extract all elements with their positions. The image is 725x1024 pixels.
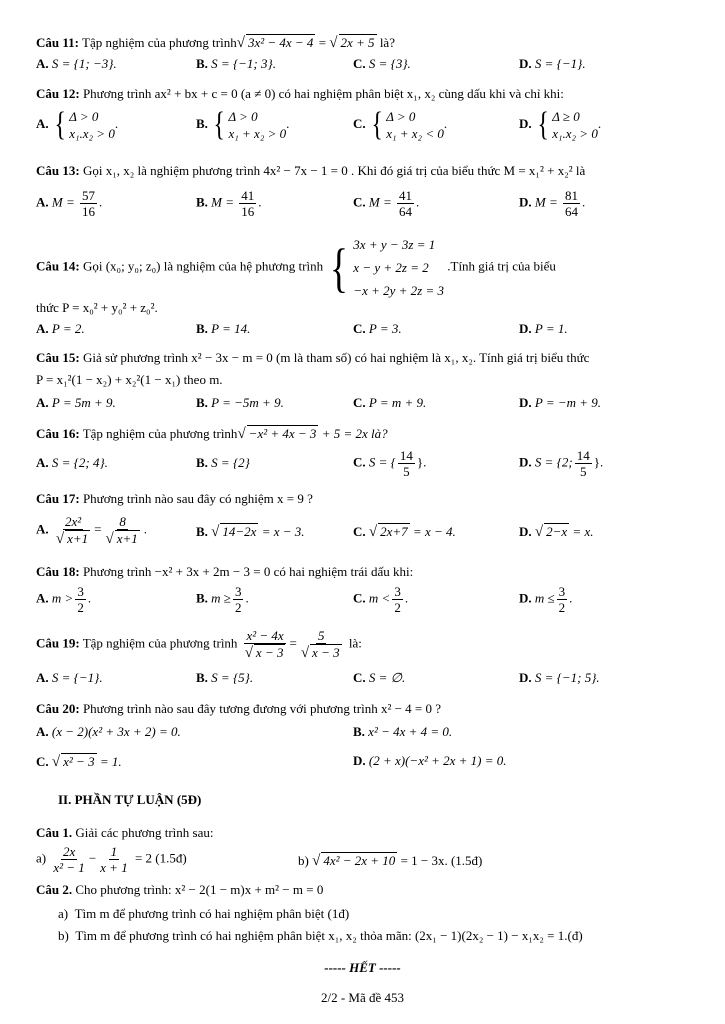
essay-1: Câu 1. Giải các phương trình sau: <box>36 825 214 840</box>
q12-option-b: B. { Δ > 0 x₁ + x₂ > 0 . <box>196 106 290 143</box>
q16-option-a: A. S = {2; 4}. <box>36 455 108 470</box>
question-11: Câu 11: Tập nghiệm của phương trình√ 3x² − 4x − 4 = √ 2x + 5 là? <box>36 35 395 51</box>
question-18: Câu 18: Phương trình −x² + 3x + 2m − 3 = 0 có hai nghiệm trái dấu khi: <box>36 564 414 579</box>
q13-option-a: A. M = $\frac{57}{16}$ . <box>36 188 103 219</box>
q13-option-b: B. M = $\frac{41}{16}$ . <box>196 188 262 219</box>
essay-1b: b) √ 4x² − 2x + 10 = 1 − 3x. (1.5đ) <box>298 853 483 869</box>
question-13: Câu 13: Gọi x₁, x₂ là nghiệm phương trình 4x² − 7x − 1 = 0 . Khi đó giá trị của biểu thức M = x₁² + x₂² là <box>36 163 586 178</box>
q14-option-d: D. P = 1. <box>519 321 568 336</box>
q20-option-d: D. (2 + x)(−x² + 2x + 1) = 0. <box>353 753 507 768</box>
q11-option-d: D. S = {−1}. <box>519 56 586 71</box>
q13-option-c: C. M = $\frac{41}{64}$ . <box>353 188 420 219</box>
question-12: Câu 12: Phương trình ax² + bx + c = 0 (a ≠ 0) có hai nghiệm phân biệt x₁, x₂ cùng dấu khi và chỉ khi: <box>36 86 564 101</box>
q12-option-d: D. { Δ ≥ 0 x₁.x₂ > 0 . <box>519 106 602 143</box>
q18-option-d: D. m ≤ $\frac{3}{2}$ . <box>519 584 573 615</box>
q13-option-d: D. M = $\frac{81}{64}$ . <box>519 188 586 219</box>
q20-option-b: B. x² − 4x + 4 = 0. <box>353 724 453 739</box>
section-title: II. PHẦN TỰ LUẬN (5Đ) <box>58 792 202 807</box>
q17-option-d: D. √ 2−x = x. <box>519 524 594 540</box>
q20-option-a: A. (x − 2)(x² + 3x + 2) = 0. <box>36 724 181 739</box>
q20-option-c: C. √ x² − 3 = 1. <box>36 754 122 770</box>
q19-option-d: D. S = {−1; 5}. <box>519 670 600 685</box>
q14-option-b: B. P = 14. <box>196 321 251 336</box>
essay-1a: a) $\frac{2x}{\text{x² − 1}}$ − $\frac{1}{x + 1}$ = 2 (1.5đ) <box>36 844 187 875</box>
essay-2: Câu 2. Cho phương trình: x² − 2(1 − m)x + m² − m = 0 <box>36 882 324 897</box>
q14-option-a: A. P = 2. <box>36 321 85 336</box>
q12-option-c: C. { Δ > 0 x₁ + x₂ < 0 . <box>353 106 448 143</box>
q19-option-a: A. S = {−1}. <box>36 670 103 685</box>
question-14: Câu 14: Gọi (x₀; y₀; z₀) là nghiệm của hệ phương trình { 3x + y − 3z = 1 x − y + 2z = 2 −x + 2y + 2z = 3 .Tính giá trị của biểu <box>36 237 556 298</box>
q11-option-c: C. S = {3}. <box>353 56 411 71</box>
essay-2a: a) Tìm m để phương trình có hai nghiệm phân biệt (1đ) <box>58 906 350 921</box>
q18-option-a: A. m > $\frac{3}{2}$ . <box>36 584 92 615</box>
q19-option-c: C. S = ∅. <box>353 670 406 685</box>
q17-option-b: B. √ 14−2x = x − 3. <box>196 524 305 540</box>
question-14-line2: thức P = x₀² + y₀² + z₀². <box>36 300 158 315</box>
question-17: Câu 17: Phương trình nào sau đây có nghiệm x = 9 ? <box>36 491 313 506</box>
question-16: Câu 16: Tập nghiệm của phương trình√ −x² + 4x − 3 + 5 = 2x là? <box>36 426 388 442</box>
q15-option-b: B. P = −5m + 9. <box>196 395 284 410</box>
q11-option-a: A. S = {1; −3}. <box>36 56 117 71</box>
q18-option-c: C. m < $\frac{3}{2}$ . <box>353 584 409 615</box>
question-15-line2: P = x₁²(1 − x₂) + x₂²(1 − x₁) theo m. <box>36 372 223 387</box>
question-15: Câu 15: Giả sử phương trình x² − 3x − m = 0 (m là tham số) có hai nghiệm là x₁, x₂. Tính giá trị biểu thức <box>36 350 590 365</box>
q17-option-a: A. $\frac{\text{2x²}}{√ x+1}$ = $\frac{8}{√ x+1}$ . <box>36 514 148 547</box>
q17-option-c: C. √ 2x+7 = x − 4. <box>353 524 456 540</box>
end-marker: ----- HẾT ----- <box>324 960 401 975</box>
q16-option-c: C. S = { $\frac{14}{5}$ }. <box>353 448 427 479</box>
question-19: Câu 19: Tập nghiệm của phương trình $\frac{\text{x² − 4x}}{√ x - 3}$ = $\frac{5}{√ x - 3}$ là: <box>36 628 362 661</box>
q15-option-a: A. P = 5m + 9. <box>36 395 116 410</box>
q16-option-b: B. S = {2} <box>196 455 250 470</box>
q19-option-b: B. S = {5}. <box>196 670 254 685</box>
q16-option-d: D. S = {2; $\frac{14}{5}$ }. <box>519 448 604 479</box>
q14-option-c: C. P = 3. <box>353 321 402 336</box>
essay-2b: b) Tìm m để phương trình có hai nghiệm phân biệt x₁, x₂ thỏa mãn: (2x₁ − 1)(2x₂ − 1) − x₁x₂ = 1.(đ) <box>58 928 583 943</box>
q15-option-c: C. P = m + 9. <box>353 395 427 410</box>
q11-option-b: B. S = {−1; 3}. <box>196 56 276 71</box>
question-20: Câu 20: Phương trình nào sau đây tương đương với phương trình x² − 4 = 0 ? <box>36 701 442 716</box>
page-footer: 2/2 - Mã đề 453 <box>320 990 405 1005</box>
q18-option-b: B. m ≥ $\frac{3}{2}$ . <box>196 584 249 615</box>
q15-option-d: D. P = −m + 9. <box>519 395 602 410</box>
q12-option-a: A. { Δ > 0 x₁.x₂ > 0 . <box>36 106 119 143</box>
